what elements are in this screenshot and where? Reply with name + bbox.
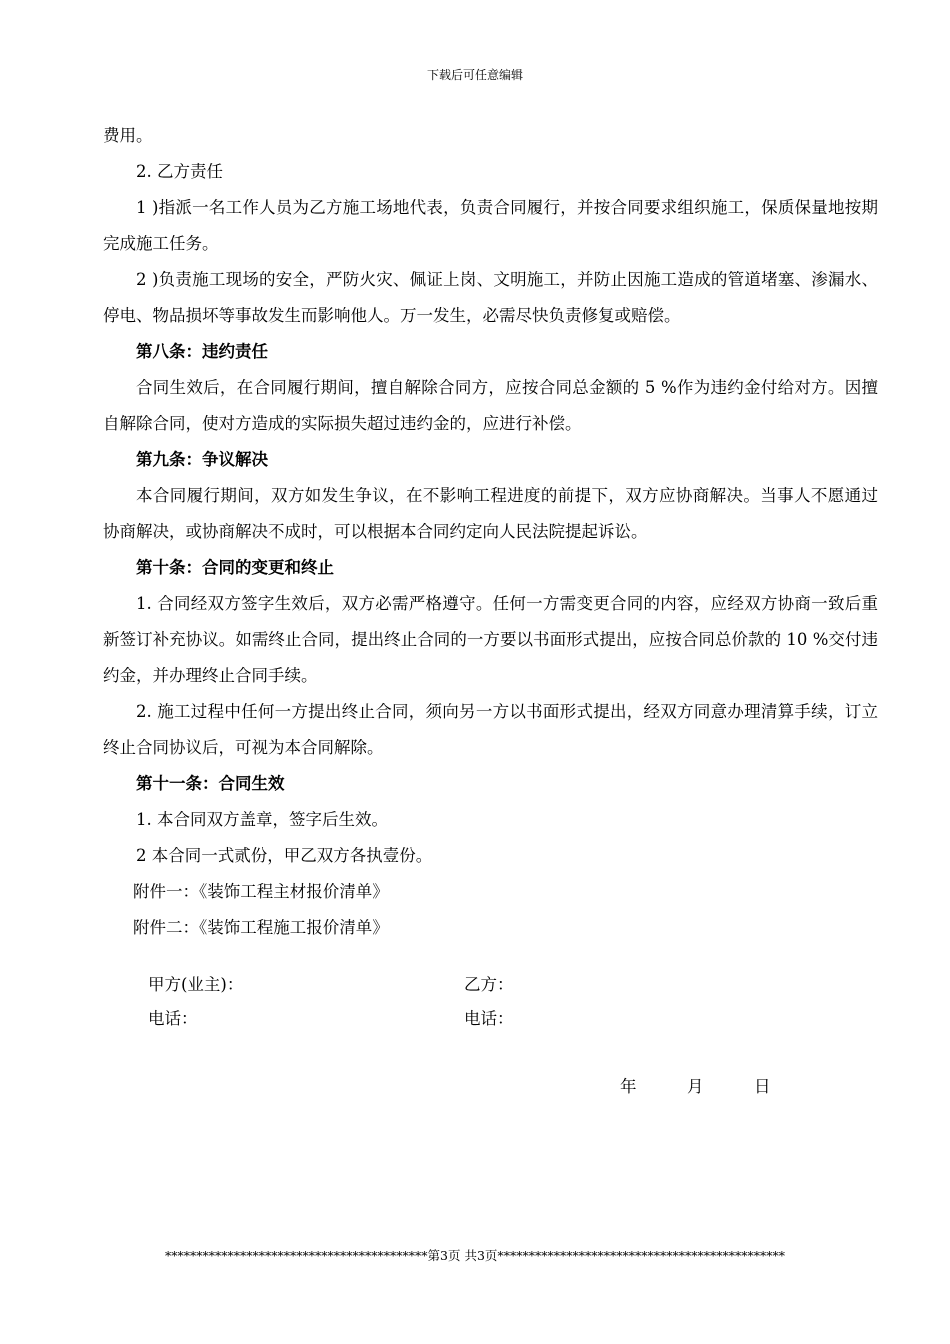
paragraph: 1. 本合同双方盖章，签字后生效。 <box>136 810 388 829</box>
party-a-label: 甲方(业主)： <box>148 975 244 994</box>
section-heading-10: 第十条：合同的变更和终止 <box>136 558 334 577</box>
paragraph: 2. 施工过程中任何一方提出终止合同，须向另一方以书面形式提出，经双方同意办理清算手续，订立终止合同协议后，可视为本合同解除。 <box>103 702 878 757</box>
paragraph: 1. 合同经双方签字生效后，双方必需严格遵守。任何一方需变更合同的内容，应经双方协商一致后重新签订补充协议。如需终止合同，提出终止合同的一方要以书面形式提出，应按合同总价款的 10 %交付违约金，并办理终止合同手续。 <box>103 594 878 685</box>
page-footer <box>0 1246 950 1264</box>
section-heading-9: 第九条：争议解决 <box>136 450 268 469</box>
document-body <box>103 118 878 946</box>
paragraph: 费用。 <box>103 126 153 145</box>
phone-a-label: 电话： <box>148 1009 198 1028</box>
paragraph: 2. 乙方责任 <box>136 162 223 181</box>
month-label: 月 <box>687 1077 704 1096</box>
attachment-2: 附件二：《装饰工程施工报价清单》 <box>133 918 389 937</box>
year-label: 年 <box>620 1077 637 1096</box>
signature-row-phones <box>148 1005 748 1029</box>
page-number: 第3页 共3页 <box>427 1248 498 1263</box>
phone-b-label: 电话： <box>464 1009 514 1028</box>
signature-row-parties <box>148 971 748 995</box>
footer-stars-left: ****************************************** <box>165 1248 428 1263</box>
footer-stars-right: ********************************************** <box>497 1248 785 1263</box>
paragraph: 合同生效后，在合同履行期间，擅自解除合同方，应按合同总金额的 5 %作为违约金付给对方。因擅自解除合同，使对方造成的实际损失超过违约金的，应进行补偿。 <box>103 378 878 433</box>
attachment-1: 附件一：《装饰工程主材报价清单》 <box>133 882 389 901</box>
paragraph: 2 本合同一式贰份，甲乙双方各执壹份。 <box>136 846 433 865</box>
paragraph: 1 )指派一名工作人员为乙方施工场地代表，负责合同履行，并按合同要求组织施工，保质保量地按期完成施工任务。 <box>103 198 878 253</box>
paragraph: 2 )负责施工现场的安全，严防火灾、佩证上岗、文明施工，并防止因施工造成的管道堵塞、渗漏水、停电、物品损坏等事故发生而影响他人。万一发生，必需尽快负责修复或赔偿。 <box>103 270 878 325</box>
party-b-label: 乙方： <box>464 975 514 994</box>
day-label: 日 <box>754 1077 771 1096</box>
section-heading-8: 第八条：违约责任 <box>136 342 268 361</box>
date-line <box>620 1073 771 1097</box>
section-heading-11: 第十一条：合同生效 <box>136 774 285 793</box>
paragraph: 本合同履行期间，双方如发生争议，在不影响工程进度的前提下，双方应协商解决。当事人不愿通过协商解决，或协商解决不成时，可以根据本合同约定向人民法院提起诉讼。 <box>103 486 878 541</box>
page-header: 下载后可任意编辑 <box>426 68 523 82</box>
